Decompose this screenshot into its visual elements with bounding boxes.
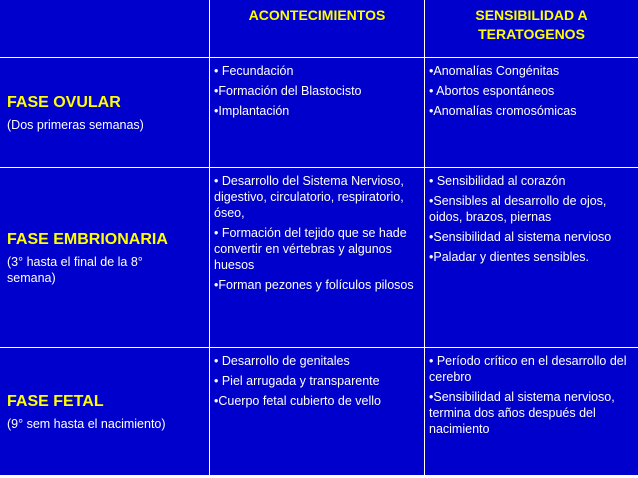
phase-subtitle: (9° sem hasta el nacimiento) [7, 416, 166, 431]
phase-subtitle: (Dos primeras semanas) [7, 117, 144, 132]
list-item: •Formación del Blastocisto [214, 84, 362, 98]
header-events: ACONTECIMIENTOS [210, 0, 425, 58]
list-item: •Anomalías cromosómicas [429, 104, 577, 118]
list-item: •Cuerpo fetal cubierto de vello [214, 394, 381, 408]
list-item: • Desarrollo de genitales [214, 354, 350, 368]
events-embrionaria [210, 168, 425, 348]
phase-title: FASE EMBRIONARIA [7, 230, 168, 248]
list-item: •Sensibilidad al sistema nervioso [429, 230, 612, 244]
phase-embrionaria [0, 168, 210, 348]
list-item: • Abortos espontáneos [429, 84, 555, 98]
phase-ovular [0, 58, 210, 168]
list-item: • Formación del tejido que se hade convertir en vértebras y algunos huesos [214, 226, 407, 272]
sensitivity-fetal [425, 348, 638, 478]
sensitivity-ovular [425, 58, 638, 168]
list-item: •Paladar y dientes sensibles. [429, 250, 590, 264]
events-ovular [210, 58, 425, 168]
list-item: • Período crítico en el desarrollo del cerebro [429, 354, 627, 384]
phase-subtitle: (3° hasta el final de la 8° semana) [7, 254, 143, 285]
list-item: •Implantación [214, 104, 290, 118]
phase-title: FASE FETAL [7, 392, 104, 410]
list-item: • Desarrollo del Sistema Nervioso, digestivo, circulatorio, respiratorio, óseo, [214, 174, 404, 220]
list-item: •Sensibles al desarrollo de ojos, oidos, brazos, piernas [429, 194, 607, 224]
list-item: •Anomalías Congénitas [429, 64, 560, 78]
list-item: •Forman pezones y folículos pilosos [214, 278, 414, 292]
sensitivity-embrionaria [425, 168, 638, 348]
header-empty-cell [0, 0, 210, 58]
list-item: • Piel arrugada y transparente [214, 374, 380, 388]
list-item: • Sensibilidad al corazón [429, 174, 566, 188]
list-item: •Sensibilidad al sistema nervioso, termina dos años después del nacimiento [429, 390, 615, 436]
events-fetal [210, 348, 425, 478]
phase-fetal [0, 348, 210, 478]
phase-title: FASE OVULAR [7, 93, 121, 111]
list-item: • Fecundación [214, 64, 294, 78]
header-sensitivity: SENSIBILIDAD A TERATOGENOS [425, 0, 638, 58]
